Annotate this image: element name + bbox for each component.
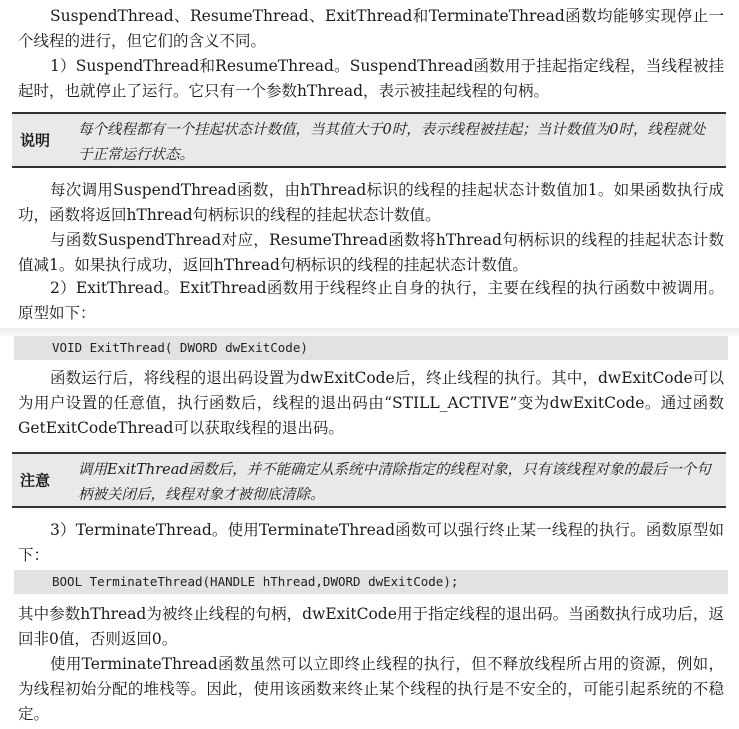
note-box-explanation [12,112,726,168]
paragraph-exitcode: 函数运行后，将线程的退出码设置为dwExitCode后，终止线程的执行。其中，dwExitCode可以为用户设置的任意值，执行函数后，线程的退出码由“STILL_ACTIVE”变为dwExitCode。通过函数GetExitCodeThread可以获取线程的退出码。 [18,369,724,437]
code-exitthread: VOID ExitThread( DWORD dwExitCode) [14,336,728,360]
paragraph-terminate-params: 其中参数hThread为被终止线程的句柄，dwExitCode用于指定线程的退出码。当函数执行成功后，返回非0值，否则返回0。 [18,605,724,648]
paragraph-suspend-resume: 1）SuspendThread和ResumeThread。SuspendThread函数用于挂起指定线程，当线程被挂起时，也就停止了运行。它只有一个参数hThread，表示被挂起线程的句柄。 [18,57,724,100]
paragraph-suspend-count: 每次调用SuspendThread函数，由hThread标识的线程的挂起状态计数值加1。如果函数执行成功，函数将返回hThread句柄标识的线程的挂起状态计数值。 [18,181,724,224]
note-label: 说明 [20,131,51,150]
paragraph-resume-count: 与函数SuspendThread对应，ResumeThread函数将hThread句柄标识的线程的挂起状态计数值减1。如果执行成功，返回hThread句柄标识的线程的挂起状态计数值。 [18,231,724,274]
paragraph-exitthread: 2）ExitThread。ExitThread函数用于线程终止自身的执行，主要在线程的执行函数中被调用。原型如下： [18,279,724,322]
paragraph-intro: SuspendThread、ResumeThread、ExitThread和TerminateThread函数均能够实现停止一个线程的进行，但它们的含义不同。 [18,7,724,50]
note-box-warning [12,452,726,508]
page-separator [0,328,739,336]
note-text: 每个线程都有一个挂起状态计数值，当其值大于0时，表示线程被挂起；当计数值为0时，线程就处于正常运行状态。 [78,122,706,163]
code-terminatethread: BOOL TerminateThread(HANDLE hThread,DWORD dwExitCode); [14,570,728,594]
note-text: 调用ExitThread函数后，并不能确定从系统中清除指定的线程对象，只有该线程对象的最后一个句柄被关闭后，线程对象才被彻底清除。 [78,462,711,503]
note-label: 注意 [20,471,51,490]
paragraph-terminatethread: 3）TerminateThread。使用TerminateThread函数可以强行终止某一线程的执行。函数原型如下： [18,521,724,564]
paragraph-terminate-warning: 使用TerminateThread函数虽然可以立即终止线程的执行，但不释放线程所占用的资源，例如，为线程初始分配的堆栈等。因此，使用该函数来终止某个线程的执行是不安全的，可能引起系统的不稳定。 [18,655,724,723]
